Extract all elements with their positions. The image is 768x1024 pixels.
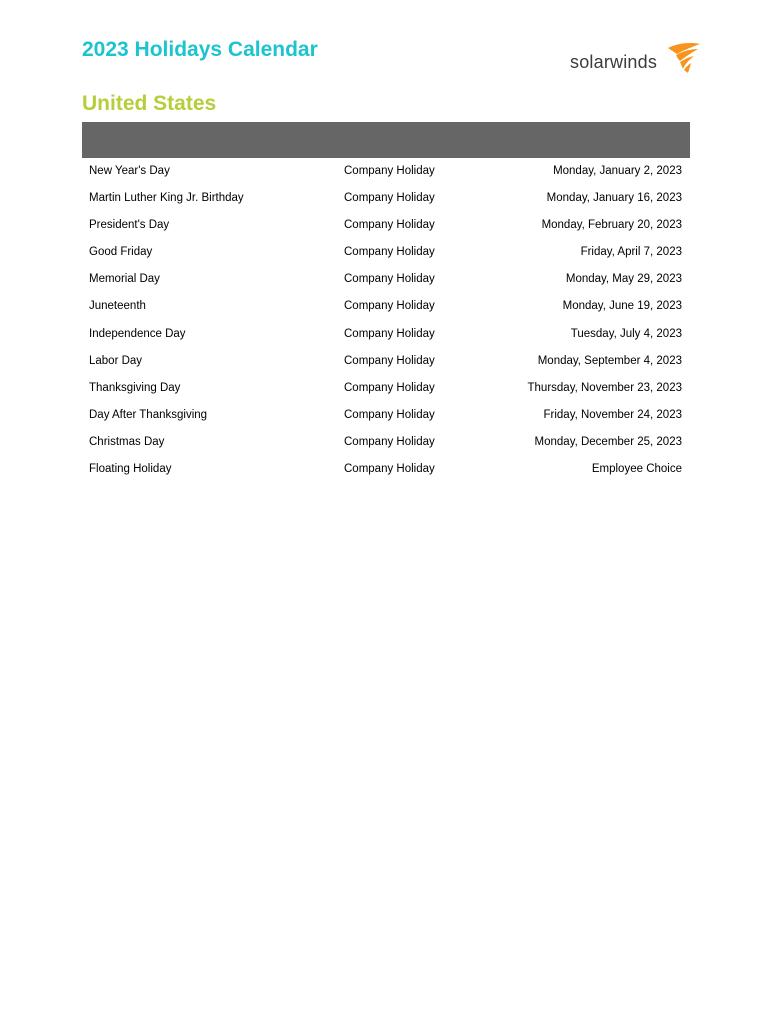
table-row bbox=[82, 158, 690, 185]
table-header-bar bbox=[82, 122, 690, 158]
holiday-name: Christmas Day bbox=[89, 435, 165, 448]
holiday-date: Monday, December 25, 2023 bbox=[534, 435, 682, 448]
logo-text: solarwinds bbox=[570, 52, 658, 72]
holiday-type: Company Holiday bbox=[344, 327, 435, 340]
holiday-date: Friday, April 7, 2023 bbox=[580, 246, 682, 259]
table-row bbox=[82, 402, 690, 429]
holiday-name: Labor Day bbox=[89, 354, 143, 367]
holiday-table bbox=[82, 158, 690, 483]
holiday-name: Good Friday bbox=[89, 246, 153, 259]
holiday-date: Monday, June 19, 2023 bbox=[562, 300, 682, 313]
holiday-type: Company Holiday bbox=[344, 463, 435, 476]
holiday-date: Employee Choice bbox=[591, 463, 682, 476]
holiday-date: Monday, January 2, 2023 bbox=[553, 165, 682, 177]
holiday-type: Company Holiday bbox=[344, 219, 435, 232]
holiday-type: Company Holiday bbox=[344, 192, 435, 205]
holiday-type: Company Holiday bbox=[344, 354, 435, 367]
holiday-date: Tuesday, July 4, 2023 bbox=[570, 327, 682, 340]
table-row bbox=[82, 429, 690, 456]
holiday-name: Independence Day bbox=[89, 327, 186, 340]
table-row bbox=[82, 239, 690, 266]
holiday-date: Friday, November 24, 2023 bbox=[543, 408, 682, 421]
table-row bbox=[82, 321, 690, 348]
holiday-date: Monday, September 4, 2023 bbox=[537, 354, 682, 367]
page-title: 2023 Holidays Calendar bbox=[82, 38, 318, 61]
holiday-date: Monday, January 16, 2023 bbox=[546, 192, 682, 205]
holiday-name: Floating Holiday bbox=[89, 463, 172, 476]
table-row bbox=[82, 266, 690, 293]
region-title: United States bbox=[82, 92, 217, 115]
table-row bbox=[82, 293, 690, 320]
holiday-name: Martin Luther King Jr. Birthday bbox=[89, 192, 244, 205]
solarwinds-logo bbox=[566, 42, 702, 74]
holiday-type: Company Holiday bbox=[344, 273, 435, 286]
holiday-date: Monday, May 29, 2023 bbox=[565, 273, 682, 286]
holiday-type: Company Holiday bbox=[344, 165, 435, 177]
holiday-name: President's Day bbox=[89, 219, 170, 232]
holiday-type: Company Holiday bbox=[344, 246, 435, 259]
table-row bbox=[82, 348, 690, 375]
holiday-name: Thanksgiving Day bbox=[89, 381, 181, 394]
holiday-name: New Year's Day bbox=[89, 165, 170, 177]
solarwinds-wing-icon bbox=[666, 42, 702, 74]
holiday-type: Company Holiday bbox=[344, 381, 435, 394]
holiday-type: Company Holiday bbox=[344, 408, 435, 421]
table-row bbox=[82, 185, 690, 212]
holiday-type: Company Holiday bbox=[344, 435, 435, 448]
holiday-date: Monday, February 20, 2023 bbox=[541, 219, 682, 232]
holiday-type: Company Holiday bbox=[344, 300, 435, 313]
holiday-date: Thursday, November 23, 2023 bbox=[527, 381, 682, 394]
holiday-name: Day After Thanksgiving bbox=[89, 408, 208, 421]
table-row bbox=[82, 212, 690, 239]
table-row bbox=[82, 456, 690, 483]
table-row bbox=[82, 375, 690, 402]
holiday-name: Juneteenth bbox=[89, 300, 146, 313]
holiday-name: Memorial Day bbox=[89, 273, 160, 286]
